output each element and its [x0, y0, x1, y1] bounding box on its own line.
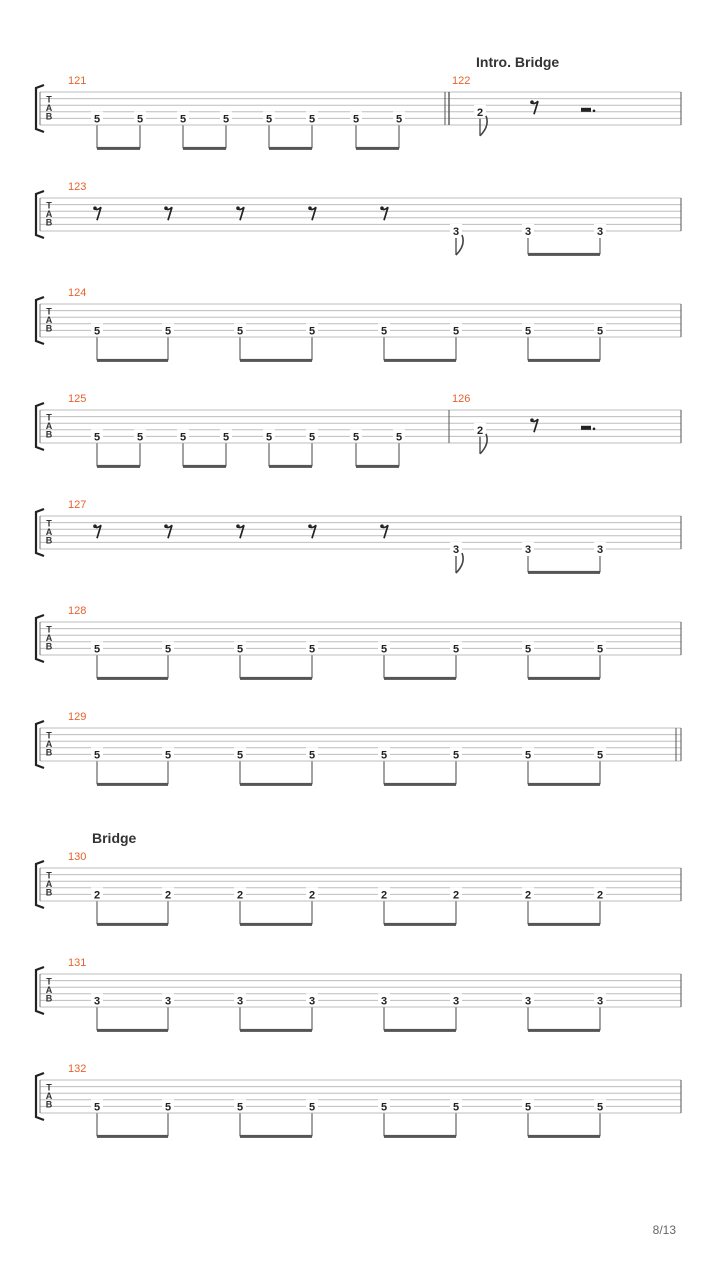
- fret-number: 5: [164, 749, 172, 762]
- fret-number: 2: [93, 889, 101, 902]
- fret-number: 5: [236, 643, 244, 656]
- fret-number: 3: [236, 995, 244, 1008]
- beam: [97, 1029, 168, 1032]
- tab-system: [0, 711, 720, 808]
- measure-number: 130: [68, 851, 87, 863]
- fret-number: 2: [452, 889, 460, 902]
- measure-number: 126: [452, 393, 471, 405]
- beam: [240, 1029, 312, 1032]
- fret-number: 5: [308, 643, 316, 656]
- tab-clef-letter: T: [46, 518, 52, 529]
- tab-system: [0, 75, 720, 172]
- beam: [97, 147, 140, 150]
- fret-number: 5: [452, 325, 460, 338]
- fret-number: 5: [308, 431, 316, 444]
- tab-clef-letter: A: [45, 315, 53, 326]
- tab-clef-letter: B: [45, 217, 53, 228]
- fret-number: 5: [380, 749, 388, 762]
- tab-clef-letter: B: [45, 323, 53, 334]
- fret-number: 3: [524, 226, 532, 238]
- fret-number: 5: [352, 431, 360, 444]
- measure-number: 131: [68, 957, 87, 969]
- note-flag: [456, 553, 463, 573]
- measure-number: 132: [68, 1063, 87, 1075]
- tab-system: [0, 499, 720, 596]
- eighth-rest-dot: [164, 206, 168, 210]
- fret-number: 5: [380, 643, 388, 656]
- tab-system: [0, 287, 720, 384]
- fret-number: 5: [452, 643, 460, 656]
- rest-dot: [593, 110, 596, 113]
- fret-number: 2: [164, 889, 172, 902]
- fret-number: 5: [524, 643, 532, 656]
- eighth-rest-dot: [164, 524, 168, 528]
- measure-number: 129: [68, 711, 87, 723]
- beam: [97, 677, 168, 680]
- measure-number: 121: [68, 75, 87, 87]
- fret-number: 5: [164, 643, 172, 656]
- tab-clef-letter: T: [46, 976, 52, 987]
- measure-number: 127: [68, 499, 87, 511]
- beam: [269, 147, 312, 150]
- fret-number: 2: [380, 889, 388, 902]
- beam: [240, 1135, 312, 1138]
- eighth-rest-dot: [308, 206, 312, 210]
- measure-number: 122: [452, 75, 471, 87]
- tab-clef-letter: B: [45, 429, 53, 440]
- tab-clef-letter: A: [45, 527, 53, 538]
- fret-number: 5: [395, 113, 403, 126]
- tab-clef-letter: A: [45, 633, 53, 644]
- fret-number: 2: [476, 106, 484, 119]
- fret-number: 3: [308, 995, 316, 1008]
- tab-clef-letter: A: [45, 985, 53, 996]
- fret-number: 5: [222, 113, 230, 126]
- fret-number: 5: [524, 1101, 532, 1114]
- fret-number: 5: [93, 749, 101, 762]
- eighth-rest-dot: [380, 524, 384, 528]
- beam: [528, 783, 600, 786]
- tab-clef-letter: A: [45, 879, 53, 890]
- fret-number: 3: [596, 544, 604, 556]
- fret-number: 5: [164, 1101, 172, 1114]
- fret-number: 2: [308, 889, 316, 902]
- beam: [384, 783, 456, 786]
- fret-number: 3: [524, 544, 532, 556]
- fret-number: 2: [596, 889, 604, 902]
- beam: [528, 923, 600, 926]
- fret-number: 5: [380, 1101, 388, 1114]
- tab-system: [0, 393, 720, 490]
- tab-system: [0, 1063, 720, 1160]
- measure-number: 124: [68, 287, 87, 299]
- fret-number: 3: [380, 995, 388, 1008]
- eighth-rest-dot: [530, 418, 534, 422]
- tab-clef-letter: T: [46, 870, 52, 881]
- section-label-intro-bridge: Intro. Bridge: [476, 54, 560, 70]
- fret-number: 3: [596, 226, 604, 238]
- fret-number: 5: [308, 325, 316, 338]
- beam: [269, 465, 312, 468]
- fret-number: 5: [179, 113, 187, 126]
- beam: [97, 359, 168, 362]
- fret-number: 5: [179, 431, 187, 444]
- tab-system: [0, 181, 720, 278]
- beam: [183, 147, 226, 150]
- fret-number: 5: [596, 325, 604, 338]
- fret-number: 3: [164, 995, 172, 1008]
- tab-clef-letter: B: [45, 111, 53, 122]
- beam: [384, 923, 456, 926]
- fret-number: 2: [524, 889, 532, 902]
- beam: [240, 359, 312, 362]
- measure-number: 128: [68, 605, 87, 617]
- fret-number: 5: [93, 1101, 101, 1114]
- tab-clef-letter: T: [46, 1082, 52, 1093]
- fret-number: 5: [164, 325, 172, 338]
- fret-number: 2: [236, 889, 244, 902]
- fret-number: 5: [352, 113, 360, 126]
- tab-clef-letter: B: [45, 993, 53, 1004]
- fret-number: 5: [596, 749, 604, 762]
- fret-number: 3: [524, 995, 532, 1008]
- beam: [384, 677, 456, 680]
- fret-number: 5: [222, 431, 230, 444]
- fret-number: 5: [136, 431, 144, 444]
- tab-clef-letter: T: [46, 624, 52, 635]
- page-number: 8/13: [652, 1223, 676, 1237]
- beam: [384, 359, 456, 362]
- fret-number: 5: [236, 749, 244, 762]
- beam: [528, 677, 600, 680]
- beam: [356, 465, 399, 468]
- measure-number: 125: [68, 393, 87, 405]
- eighth-rest-dot: [308, 524, 312, 528]
- beam: [528, 359, 600, 362]
- beam: [528, 1029, 600, 1032]
- half-rest: [581, 426, 591, 430]
- tab-clef-letter: B: [45, 641, 53, 652]
- tab-clef-letter: T: [46, 730, 52, 741]
- fret-number: 5: [136, 113, 144, 126]
- rest-dot: [593, 428, 596, 431]
- beam: [97, 465, 140, 468]
- fret-number: 5: [93, 643, 101, 656]
- beam: [356, 147, 399, 150]
- fret-number: 5: [265, 113, 273, 126]
- beam: [528, 571, 600, 574]
- fret-number: 5: [93, 325, 101, 338]
- fret-number: 5: [308, 749, 316, 762]
- fret-number: 3: [93, 995, 101, 1008]
- beam: [97, 1135, 168, 1138]
- fret-number: 5: [452, 1101, 460, 1114]
- tab-clef-letter: B: [45, 747, 53, 758]
- fret-number: 5: [395, 431, 403, 444]
- fret-number: 5: [265, 431, 273, 444]
- fret-number: 5: [93, 113, 101, 126]
- fret-number: 5: [308, 1101, 316, 1114]
- fret-number: 5: [524, 325, 532, 338]
- tab-system: [0, 957, 720, 1054]
- eighth-rest-dot: [530, 100, 534, 104]
- beam: [240, 783, 312, 786]
- note-flag: [456, 235, 463, 255]
- fret-number: 3: [596, 995, 604, 1008]
- fret-number: 3: [452, 226, 460, 238]
- tab-clef-letter: A: [45, 421, 53, 432]
- beam: [97, 783, 168, 786]
- eighth-rest-dot: [236, 206, 240, 210]
- beam: [528, 253, 600, 256]
- fret-number: 5: [524, 749, 532, 762]
- eighth-rest-dot: [93, 206, 97, 210]
- half-rest: [581, 108, 591, 112]
- section-label-bridge: Bridge: [92, 830, 137, 846]
- eighth-rest-dot: [93, 524, 97, 528]
- eighth-rest-dot: [236, 524, 240, 528]
- measure-number: 123: [68, 181, 87, 193]
- tab-clef-letter: T: [46, 94, 52, 105]
- fret-number: 5: [308, 113, 316, 126]
- fret-number: 5: [236, 325, 244, 338]
- fret-number: 5: [452, 749, 460, 762]
- tab-system: [0, 605, 720, 702]
- tab-clef-letter: A: [45, 103, 53, 114]
- beam: [384, 1135, 456, 1138]
- tab-clef-letter: A: [45, 739, 53, 750]
- tab-clef-letter: A: [45, 209, 53, 220]
- fret-number: 5: [380, 325, 388, 338]
- tab-clef-letter: T: [46, 412, 52, 423]
- beam: [183, 465, 226, 468]
- tab-clef-letter: B: [45, 1099, 53, 1110]
- tab-clef-letter: T: [46, 200, 52, 211]
- tab-clef-letter: B: [45, 887, 53, 898]
- beam: [528, 1135, 600, 1138]
- eighth-rest-dot: [380, 206, 384, 210]
- tab-system: [0, 851, 720, 948]
- beam: [240, 677, 312, 680]
- beam: [384, 1029, 456, 1032]
- tab-clef-letter: T: [46, 306, 52, 317]
- fret-number: 5: [93, 431, 101, 444]
- fret-number: 2: [476, 424, 484, 437]
- beam: [240, 923, 312, 926]
- fret-number: 5: [236, 1101, 244, 1114]
- tab-clef-letter: A: [45, 1091, 53, 1102]
- fret-number: 5: [596, 1101, 604, 1114]
- fret-number: 5: [596, 643, 604, 656]
- beam: [97, 923, 168, 926]
- tab-clef-letter: B: [45, 535, 53, 546]
- fret-number: 3: [452, 995, 460, 1008]
- fret-number: 3: [452, 544, 460, 556]
